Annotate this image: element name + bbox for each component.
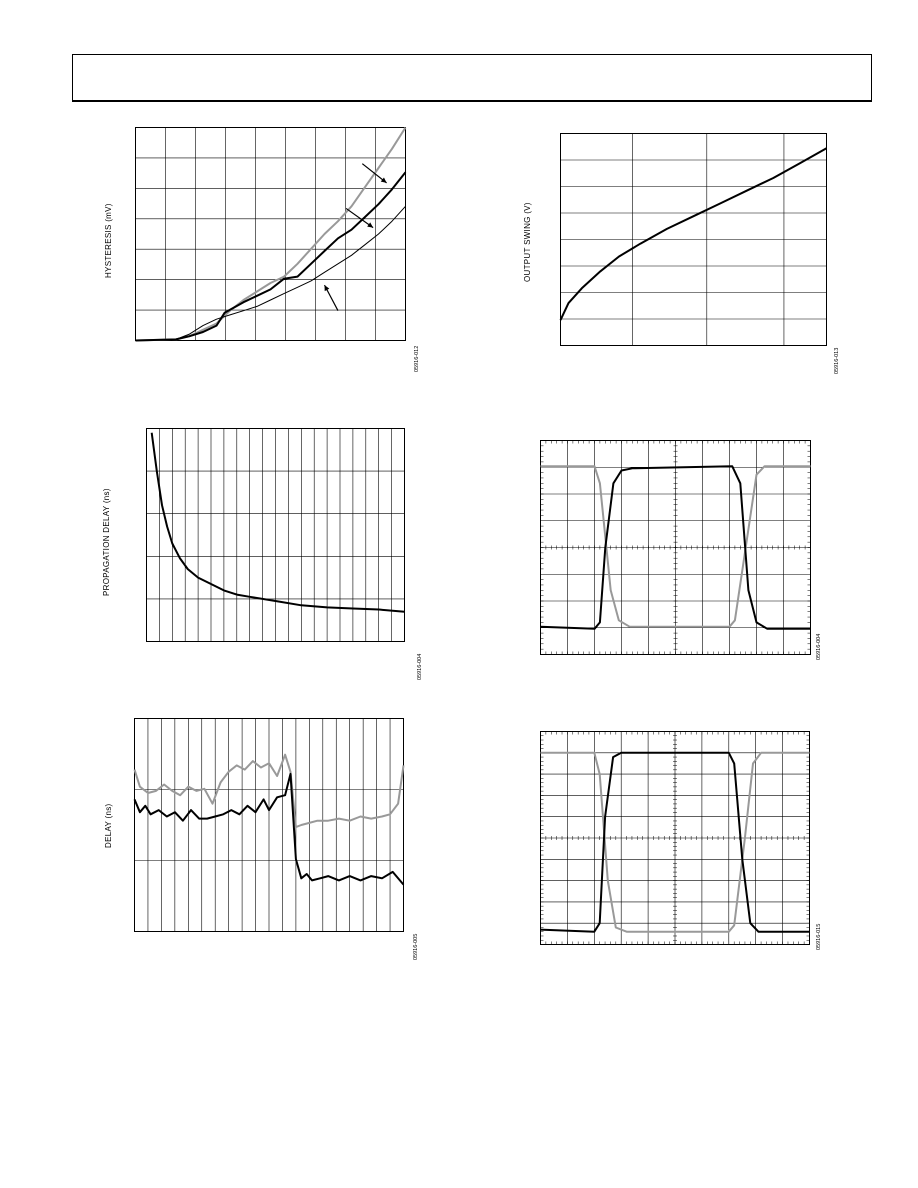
propagation-delay-plot — [146, 428, 405, 642]
propagation-delay-figure-code: 05916-004 — [417, 653, 423, 680]
series-line-1 — [136, 128, 406, 341]
output-swing-ylabel: OUTPUT SWING (V) — [523, 202, 532, 282]
series-line-2 — [136, 172, 406, 340]
delay-figure-code: 05916-005 — [413, 933, 419, 960]
propagation-delay-ylabel: PROPAGATION DELAY (ns) — [102, 488, 111, 596]
scope-1-figure-code: 05916-004 — [816, 633, 822, 660]
hysteresis-ylabel: HYSTERESIS (mV) — [104, 203, 113, 278]
series-line-3 — [136, 206, 406, 340]
output-swing-plot — [560, 133, 827, 346]
scope-2-figure-code: 05916-015 — [816, 923, 822, 950]
arrow-head — [367, 222, 373, 227]
output-swing-figure-code: 05916-013 — [834, 347, 840, 374]
scope-1-plot — [540, 440, 811, 655]
hysteresis-figure-code: 05916-012 — [414, 345, 420, 372]
plot-frame — [136, 128, 406, 341]
series-line-1 — [561, 148, 827, 320]
hysteresis-plot — [135, 127, 406, 341]
delay-ylabel: DELAY (ns) — [104, 803, 113, 848]
page-header-box — [72, 54, 872, 102]
scope-2-plot — [540, 731, 810, 945]
delay-plot — [134, 718, 404, 932]
series-line-1 — [152, 433, 405, 612]
